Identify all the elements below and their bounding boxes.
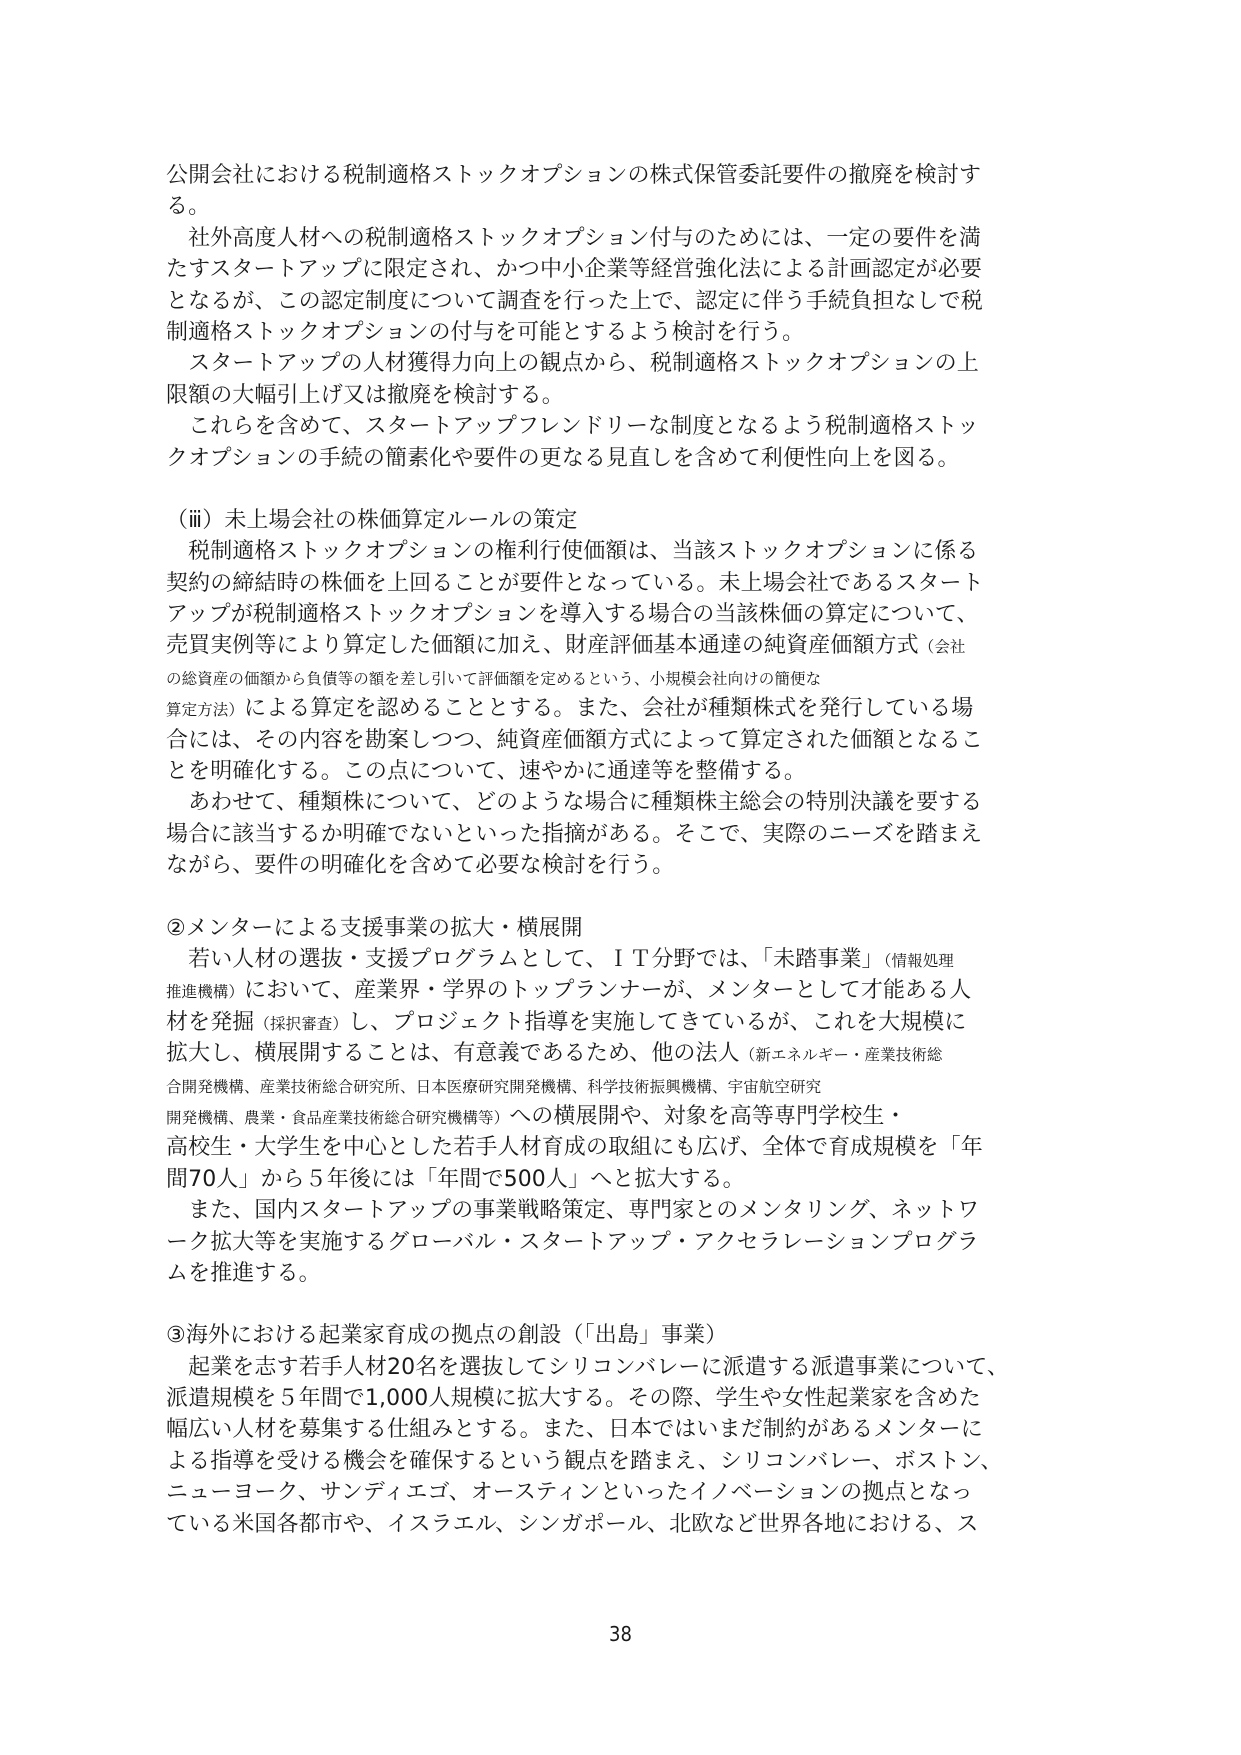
- text-segment: し、プロジェクト指導を実施してきているが、これを大規模に: [348, 1009, 967, 1035]
- text-line: よる指導を受ける機会を確保するという観点を踏まえ、シリコンバレー、ボストン、: [166, 1448, 1003, 1474]
- text-line: アップが税制適格ストックオプションを導入する場合の当該株価の算定について、: [166, 602, 979, 628]
- text-line: ニューヨーク、サンディエゴ、オースティンといったイノベーションの拠点となっ: [166, 1480, 973, 1506]
- text-line: 派遣規模を５年間で1,000人規模に拡大する。その際、学生や女性起業家を含めた: [166, 1386, 981, 1412]
- text-line: クオプションの手続の簡素化や要件の更なる見直しを含めて利便性向上を図る。: [166, 445, 960, 471]
- small-note-text: （新エネルギー・産業技術総: [739, 1046, 943, 1065]
- text-line: 社外高度人材への税制適格ストックオプション付与のためには、一定の要件を満: [166, 225, 982, 251]
- text-line: とを明確化する。この点について、速やかに通達等を整備する。: [166, 759, 807, 785]
- text-line: ーク拡大等を実施するグローバル・スタートアップ・アクセラレーションプログラ: [166, 1229, 979, 1255]
- text-line: 合には、その内容を勘案しつつ、純資産価額方式によって算定された価額となるこ: [166, 727, 983, 753]
- text-line: る。: [166, 194, 211, 220]
- blank-line: [166, 1289, 1096, 1320]
- text-line: また、国内スタートアップの事業戦略策定、専門家とのメンタリング、ネットワ: [166, 1198, 980, 1224]
- text-line: 幅広い人材を募集する仕組みとする。また、日本ではいまだ制約があるメンターに: [166, 1417, 983, 1443]
- text-line: [166, 1101, 1096, 1132]
- text-line: 高校生・大学生を中心とした若手人材育成の取組にも広げ、全体で育成規模を「年: [166, 1135, 983, 1161]
- text-segment: 材を発掘: [166, 1009, 255, 1035]
- text-line: ている米国各都市や、イスラエル、シンガポール、北欧など世界各地における、ス: [166, 1511, 979, 1537]
- text-line: ③海外における起業家育成の拠点の創設（「出島」事業）: [166, 1323, 728, 1349]
- text-segment: 売買実例等により算定した価額に加え、財産評価基本通達の純資産価額方式: [166, 633, 919, 659]
- text-segment: による算定を認めることとする。また、会社が種類株式を発行している場: [244, 696, 974, 722]
- small-note-text: 合開発機構、産業技術総合研究所、日本医療研究開発機構、科学技術振興機構、宇宙航空研究: [166, 1077, 822, 1096]
- text-segment: 若い人材の選抜・支援プログラムとして、ＩＴ分野では、「未踏事業」: [166, 946, 884, 972]
- text-segment: への横展開や、対象を高等専門学校生・: [509, 1103, 907, 1129]
- small-note-text: （情報処理: [883, 951, 954, 970]
- text-line: 契約の締結時の株価を上回ることが要件となっている。未上場会社であるスタート: [166, 570, 984, 596]
- text-line: 場合に該当するか明確でないといった指摘がある。そこで、実際のニーズを踏まえ: [166, 821, 983, 847]
- text-line: 限額の大幅引上げ又は撤廃を検討する。: [166, 382, 564, 408]
- text-line: [166, 662, 1096, 693]
- text-line: [166, 944, 1096, 975]
- text-line: [166, 1038, 1096, 1069]
- text-line: ムを推進する。: [166, 1260, 321, 1286]
- text-line: [166, 1007, 1096, 1038]
- document-body: [166, 160, 1096, 1540]
- text-line: 税制適格ストックオプションの権利行使価額は、当該ストックオプションに係る: [166, 539, 979, 565]
- text-line: [166, 630, 1096, 661]
- text-line: 間70人」から５年後には「年間で500人」へと拡大する。: [166, 1166, 745, 1192]
- text-line: 起業を志す若手人材20名を選抜してシリコンバレーに派遣する派遣事業について、: [166, 1354, 1010, 1380]
- text-line: たすスタートアップに限定され、かつ中小企業等経営強化法による計画認定が必要: [166, 257, 982, 283]
- small-note-text: 開発機構、農業・食品産業技術総合研究機構等）: [166, 1108, 510, 1127]
- small-note-text: （採択審査）: [254, 1014, 349, 1033]
- blank-line: [166, 474, 1096, 505]
- text-line: [166, 1070, 1096, 1101]
- text-line: ながら、要件の明確化を含めて必要な検討を行う。: [166, 853, 675, 879]
- text-line: 制適格ストックオプションの付与を可能とするよう検討を行う。: [166, 319, 805, 345]
- small-note-text: 算定方法）: [166, 701, 245, 720]
- text-line: ②メンターによる支援事業の拡大・横展開: [166, 915, 583, 941]
- blank-line: [166, 882, 1096, 913]
- text-segment: において、産業界・学界のトップランナーが、メンターとして才能ある人: [244, 978, 972, 1004]
- text-segment: 拡大し、横展開することは、有意義であるため、他の法人: [166, 1041, 740, 1067]
- text-line: 公開会社における税制適格ストックオプションの株式保管委託要件の撤廃を検討す: [166, 163, 982, 188]
- text-line: これらを含めて、スタートアップフレンドリーな制度となるよう税制適格ストッ: [166, 414, 979, 440]
- text-line: （ⅲ）未上場会社の株価算定ルールの策定: [166, 507, 578, 533]
- small-note-text: 推進機構）: [166, 983, 245, 1002]
- text-line: あわせて、種類株について、どのような場合に種類株主総会の特別決議を要する: [166, 790, 983, 816]
- page-number: 38: [609, 1622, 632, 1646]
- small-note-text: の総資産の価額から負債等の額を差し引いて評価額を定めるという、小規模会社向けの簡便な: [166, 669, 822, 688]
- small-note-text: （会社: [918, 638, 966, 657]
- text-line: [166, 693, 1096, 724]
- text-line: となるが、この認定制度について調査を行った上で、認定に伴う手続負担なしで税: [166, 288, 983, 314]
- text-line: [166, 975, 1096, 1006]
- text-line: スタートアップの人材獲得力向上の観点から、税制適格ストックオプションの上: [166, 351, 979, 377]
